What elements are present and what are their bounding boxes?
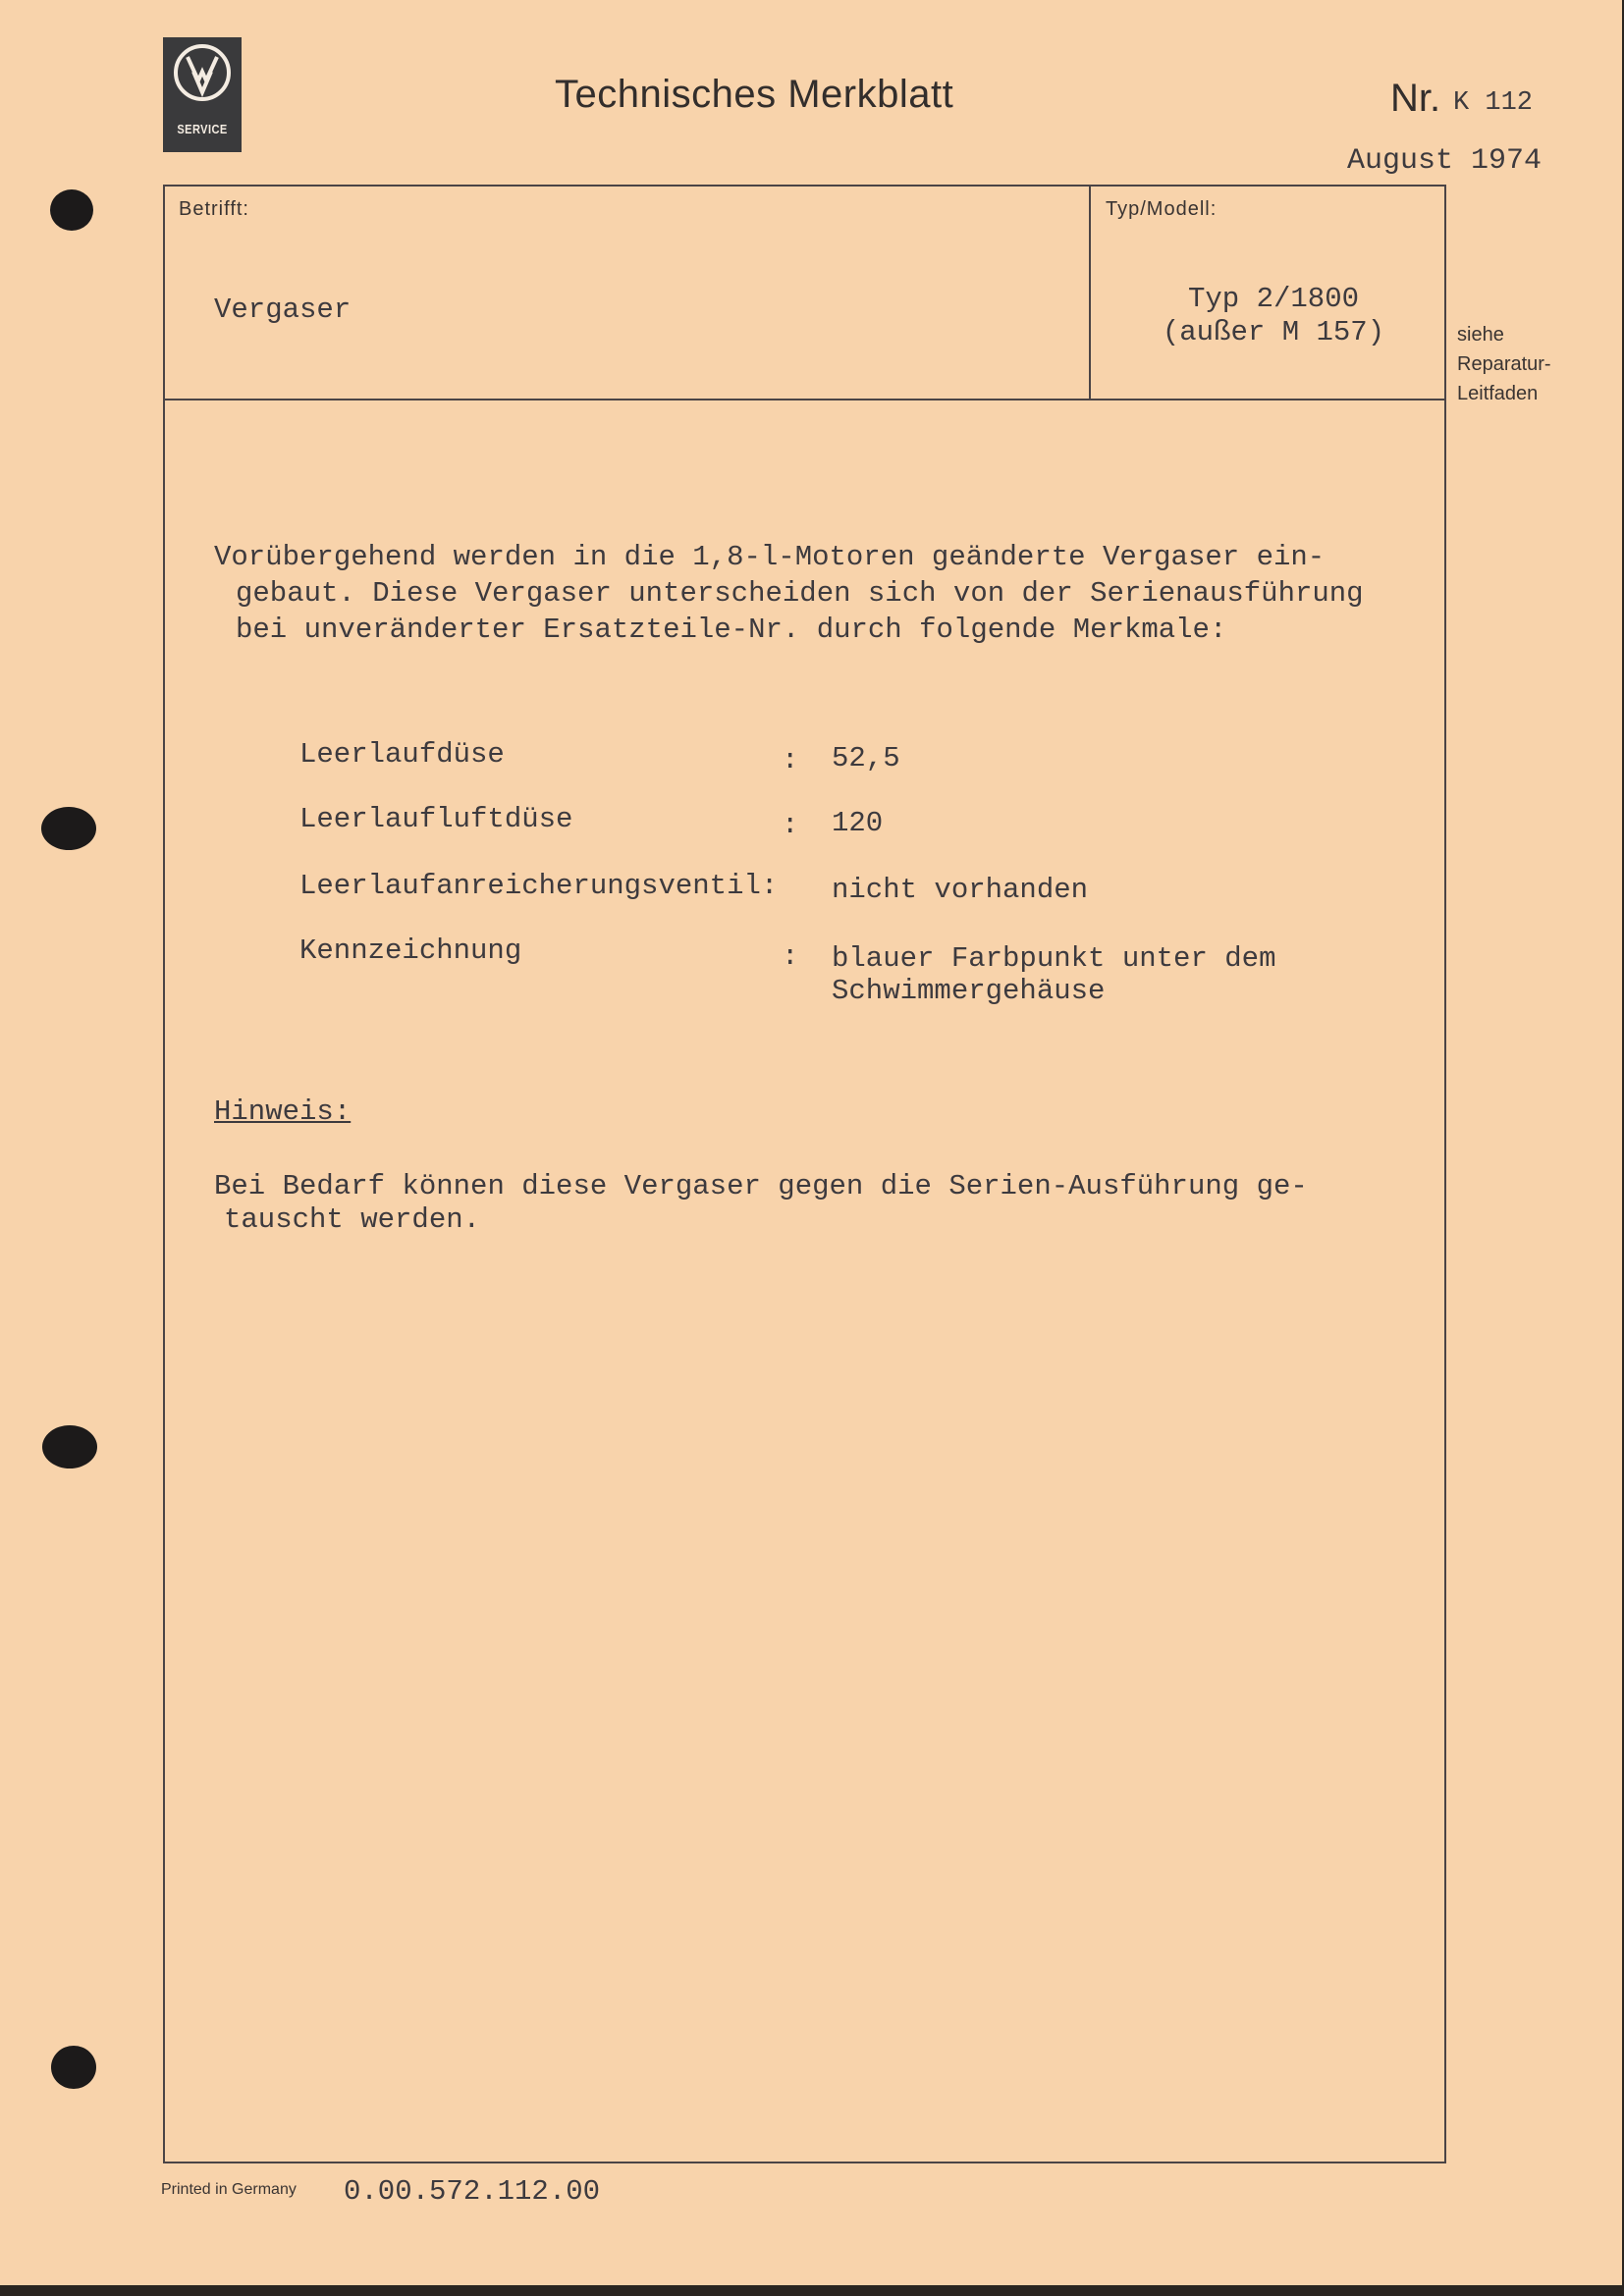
side-note-line: siehe	[1457, 324, 1504, 346]
subject-label: Betrifft:	[179, 198, 249, 220]
note-heading: Hinweis:	[214, 1095, 352, 1128]
spec-separator: :	[782, 940, 799, 973]
side-note-line: Leitfaden	[1457, 383, 1539, 404]
frame-bottom-border	[163, 2162, 1446, 2163]
document-number: K 112	[1453, 88, 1534, 118]
note-line: Bei Bedarf können diese Vergaser gegen die Serien-Ausführung ge-	[214, 1170, 1308, 1202]
header-box-top-border	[163, 185, 1446, 187]
side-note	[1457, 320, 1551, 408]
spec-label: Leerlaufdüse	[299, 738, 505, 771]
model-label: Typ/Modell:	[1106, 198, 1218, 220]
punch-hole	[51, 2046, 96, 2089]
spec-label: Leerlaufanreicherungsventil:	[299, 870, 779, 902]
number-label: Nr.	[1390, 77, 1441, 120]
punch-hole	[42, 1425, 97, 1468]
spec-label: Leerlaufluftdüse	[299, 803, 573, 835]
frame-right-border	[1444, 185, 1446, 2163]
model-line-1: Typ 2/1800	[1187, 283, 1360, 315]
spec-value-continued: Schwimmergehäuse	[832, 975, 1106, 1007]
frame-left-border	[163, 185, 165, 2163]
model-line-2: (außer M 157)	[1162, 316, 1385, 348]
punch-hole	[50, 189, 93, 231]
header-box-bottom-border	[163, 399, 1446, 400]
printed-in-germany: Printed in Germany	[161, 2181, 297, 2198]
spec-value: 120	[832, 807, 884, 839]
spec-value: nicht vorhanden	[832, 874, 1089, 906]
spec-value: blauer Farbpunkt unter dem	[832, 942, 1276, 975]
note-line: tauscht werden.	[224, 1203, 481, 1236]
spec-value: 52,5	[832, 742, 900, 774]
intro-line: Vorübergehend werden in die 1,8-l-Motoren geänderte Vergaser ein-	[214, 541, 1326, 573]
spec-label: Kennzeichnung	[299, 934, 522, 967]
intro-line: gebaut. Diese Vergaser unterscheiden sich von der Serienausführung	[236, 577, 1364, 610]
vw-emblem-icon	[171, 41, 234, 104]
punch-hole	[41, 807, 96, 850]
spec-separator: :	[782, 809, 799, 841]
spec-separator: :	[782, 744, 799, 776]
vw-service-logo	[163, 37, 242, 152]
subject-value: Vergaser	[214, 294, 352, 326]
part-number: 0.00.572.112.00	[344, 2175, 601, 2208]
logo-service-text: SERVICE	[177, 122, 228, 136]
document-date: August 1974	[1347, 144, 1543, 178]
intro-line: bei unveränderter Ersatzteile-Nr. durch folgende Merkmale:	[236, 614, 1227, 646]
header-box-divider	[1089, 185, 1091, 399]
side-note-line: Reparatur-	[1457, 353, 1551, 375]
document-title: Technisches Merkblatt	[555, 73, 954, 116]
